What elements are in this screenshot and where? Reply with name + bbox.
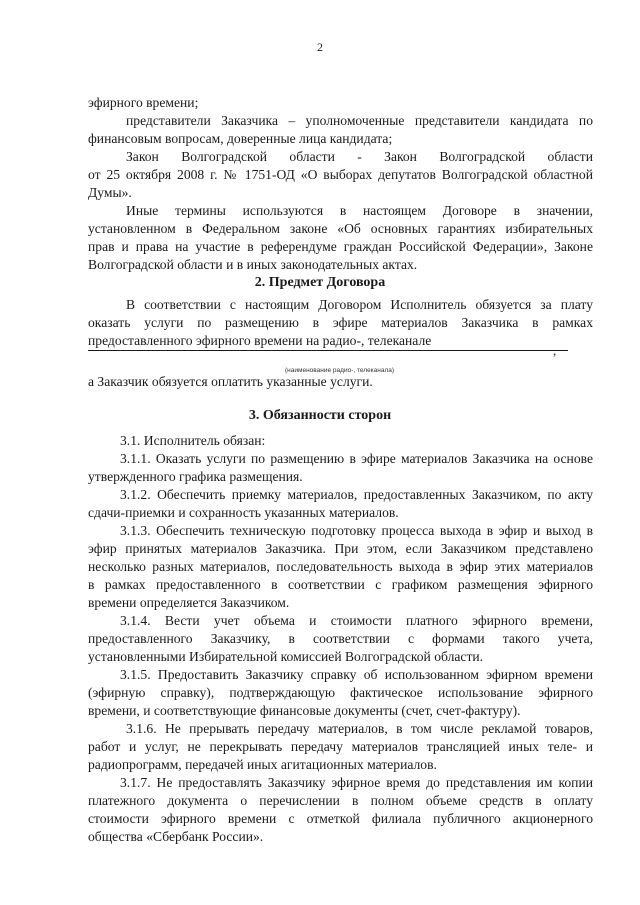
text-line: платежного документа о перечислении в полном объеме средств в оплату <box>88 793 593 808</box>
text-line: а Заказчик обязуется оплатить указанные услуги. <box>88 374 373 389</box>
text-line: предоставленного эфирного времени на радио-, телеканале <box>88 333 432 348</box>
page-number: 2 <box>317 40 323 54</box>
text-line: сдачи-приемки и сохранность указанных материалов. <box>88 505 399 520</box>
text-line: общества «Сбербанк России». <box>88 829 264 844</box>
text-line: В соответствии с настоящим Договором Исполнитель обязуется за плату <box>126 297 593 312</box>
text-line: 3.1.6. Не прерывать передачу материалов, в том числе рекламой товаров, <box>126 721 593 736</box>
text-line: (эфирную справку), подтверждающую фактическое использование эфирного <box>88 685 593 700</box>
text-line: представители Заказчика – уполномоченные представители кандидата по <box>126 113 593 128</box>
text-line: времени, и соответствующие финансовые документы (счет, счет-фактуру). <box>88 703 521 718</box>
text-line: 3.1.5. Предоставить Заказчику справку об использованном эфирном времени <box>120 667 593 682</box>
text-line: стоимости эфирного времени с отметкой филиала публичного акционерного <box>88 811 593 826</box>
section-3-body <box>88 432 593 846</box>
text-line: радиопрограмм, передачей иных агитационных материалов. <box>88 757 437 772</box>
text-line: Закон Волгоградской области - Закон Волгоградской области <box>126 149 593 164</box>
text-line: несколько разных материалов, последовательность выхода в эфир этих материалов <box>88 559 593 574</box>
text-line: установленном в Федеральном законе «Об основных гарантиях избирательных <box>88 221 593 236</box>
text-line: 3.1.7. Не предоставлять Заказчику эфирное время до представления им копии <box>120 775 593 790</box>
text-line: эфирного времени; <box>88 95 199 110</box>
text-line: оказать услуги по размещению в эфире материалов Заказчика в рамках <box>88 315 593 330</box>
text-line: 3.1. Исполнитель обязан: <box>120 433 266 448</box>
text-line: Думы». <box>88 185 132 200</box>
comma-mark: , <box>553 343 557 358</box>
text-line: от 25 октября 2008 г. № 1751-ОД «О выборах депутатов Волгоградской областной <box>88 167 593 182</box>
text-line: 3.1.4. Вести учет объема и стоимости платного эфирного времени, <box>120 613 593 628</box>
text-line: предоставленного Заказчику, в соответствии с формами такого учета, <box>88 631 593 646</box>
text-line: времени определяется Заказчиком. <box>88 595 290 610</box>
text-line: Волгоградской области и в иных законодательных актах. <box>88 257 418 272</box>
blank-fill-line <box>88 350 568 351</box>
text-line: 3.1.1. Оказать услуги по размещению в эфире материалов Заказчика на основе <box>120 451 593 466</box>
text-line: в рамках предоставленного в соответствии с графиком размещения эфирного <box>88 577 593 592</box>
text-line: финансовым вопросам, доверенные лица кандидата; <box>88 131 393 146</box>
text-line: работ и услуг, не перекрывать передачу материалов трансляцией иных теле- и <box>88 739 593 754</box>
text-line: 3.1.2. Обеспечить приемку материалов, предоставленных Заказчиком, по акту <box>120 487 593 502</box>
text-line: установленными Избирательной комиссией Волгоградской области. <box>88 649 484 664</box>
definitions-block <box>88 94 593 274</box>
text-line: эфир принятых материалов Заказчика. При этом, если Заказчиком представлено <box>88 541 593 556</box>
section-2-closing <box>88 373 593 391</box>
section-2-body <box>88 296 593 350</box>
text-line: утвержденного графика размещения. <box>88 469 303 484</box>
underline-caption: (наименование радио-, телеканала) <box>285 367 395 374</box>
text-line: Иные термины используются в настоящем Договоре в значении, <box>126 203 593 218</box>
text-line: 3.1.3. Обеспечить техническую подготовку процесса выхода в эфир и выход в <box>120 523 593 538</box>
section-3-heading: 3. Обязанности сторон <box>248 408 392 423</box>
section-2-heading: 2. Предмет Договора <box>254 275 386 290</box>
text-line: прав и права на участие в референдуме граждан Российской Федерации», Законе <box>88 239 593 254</box>
